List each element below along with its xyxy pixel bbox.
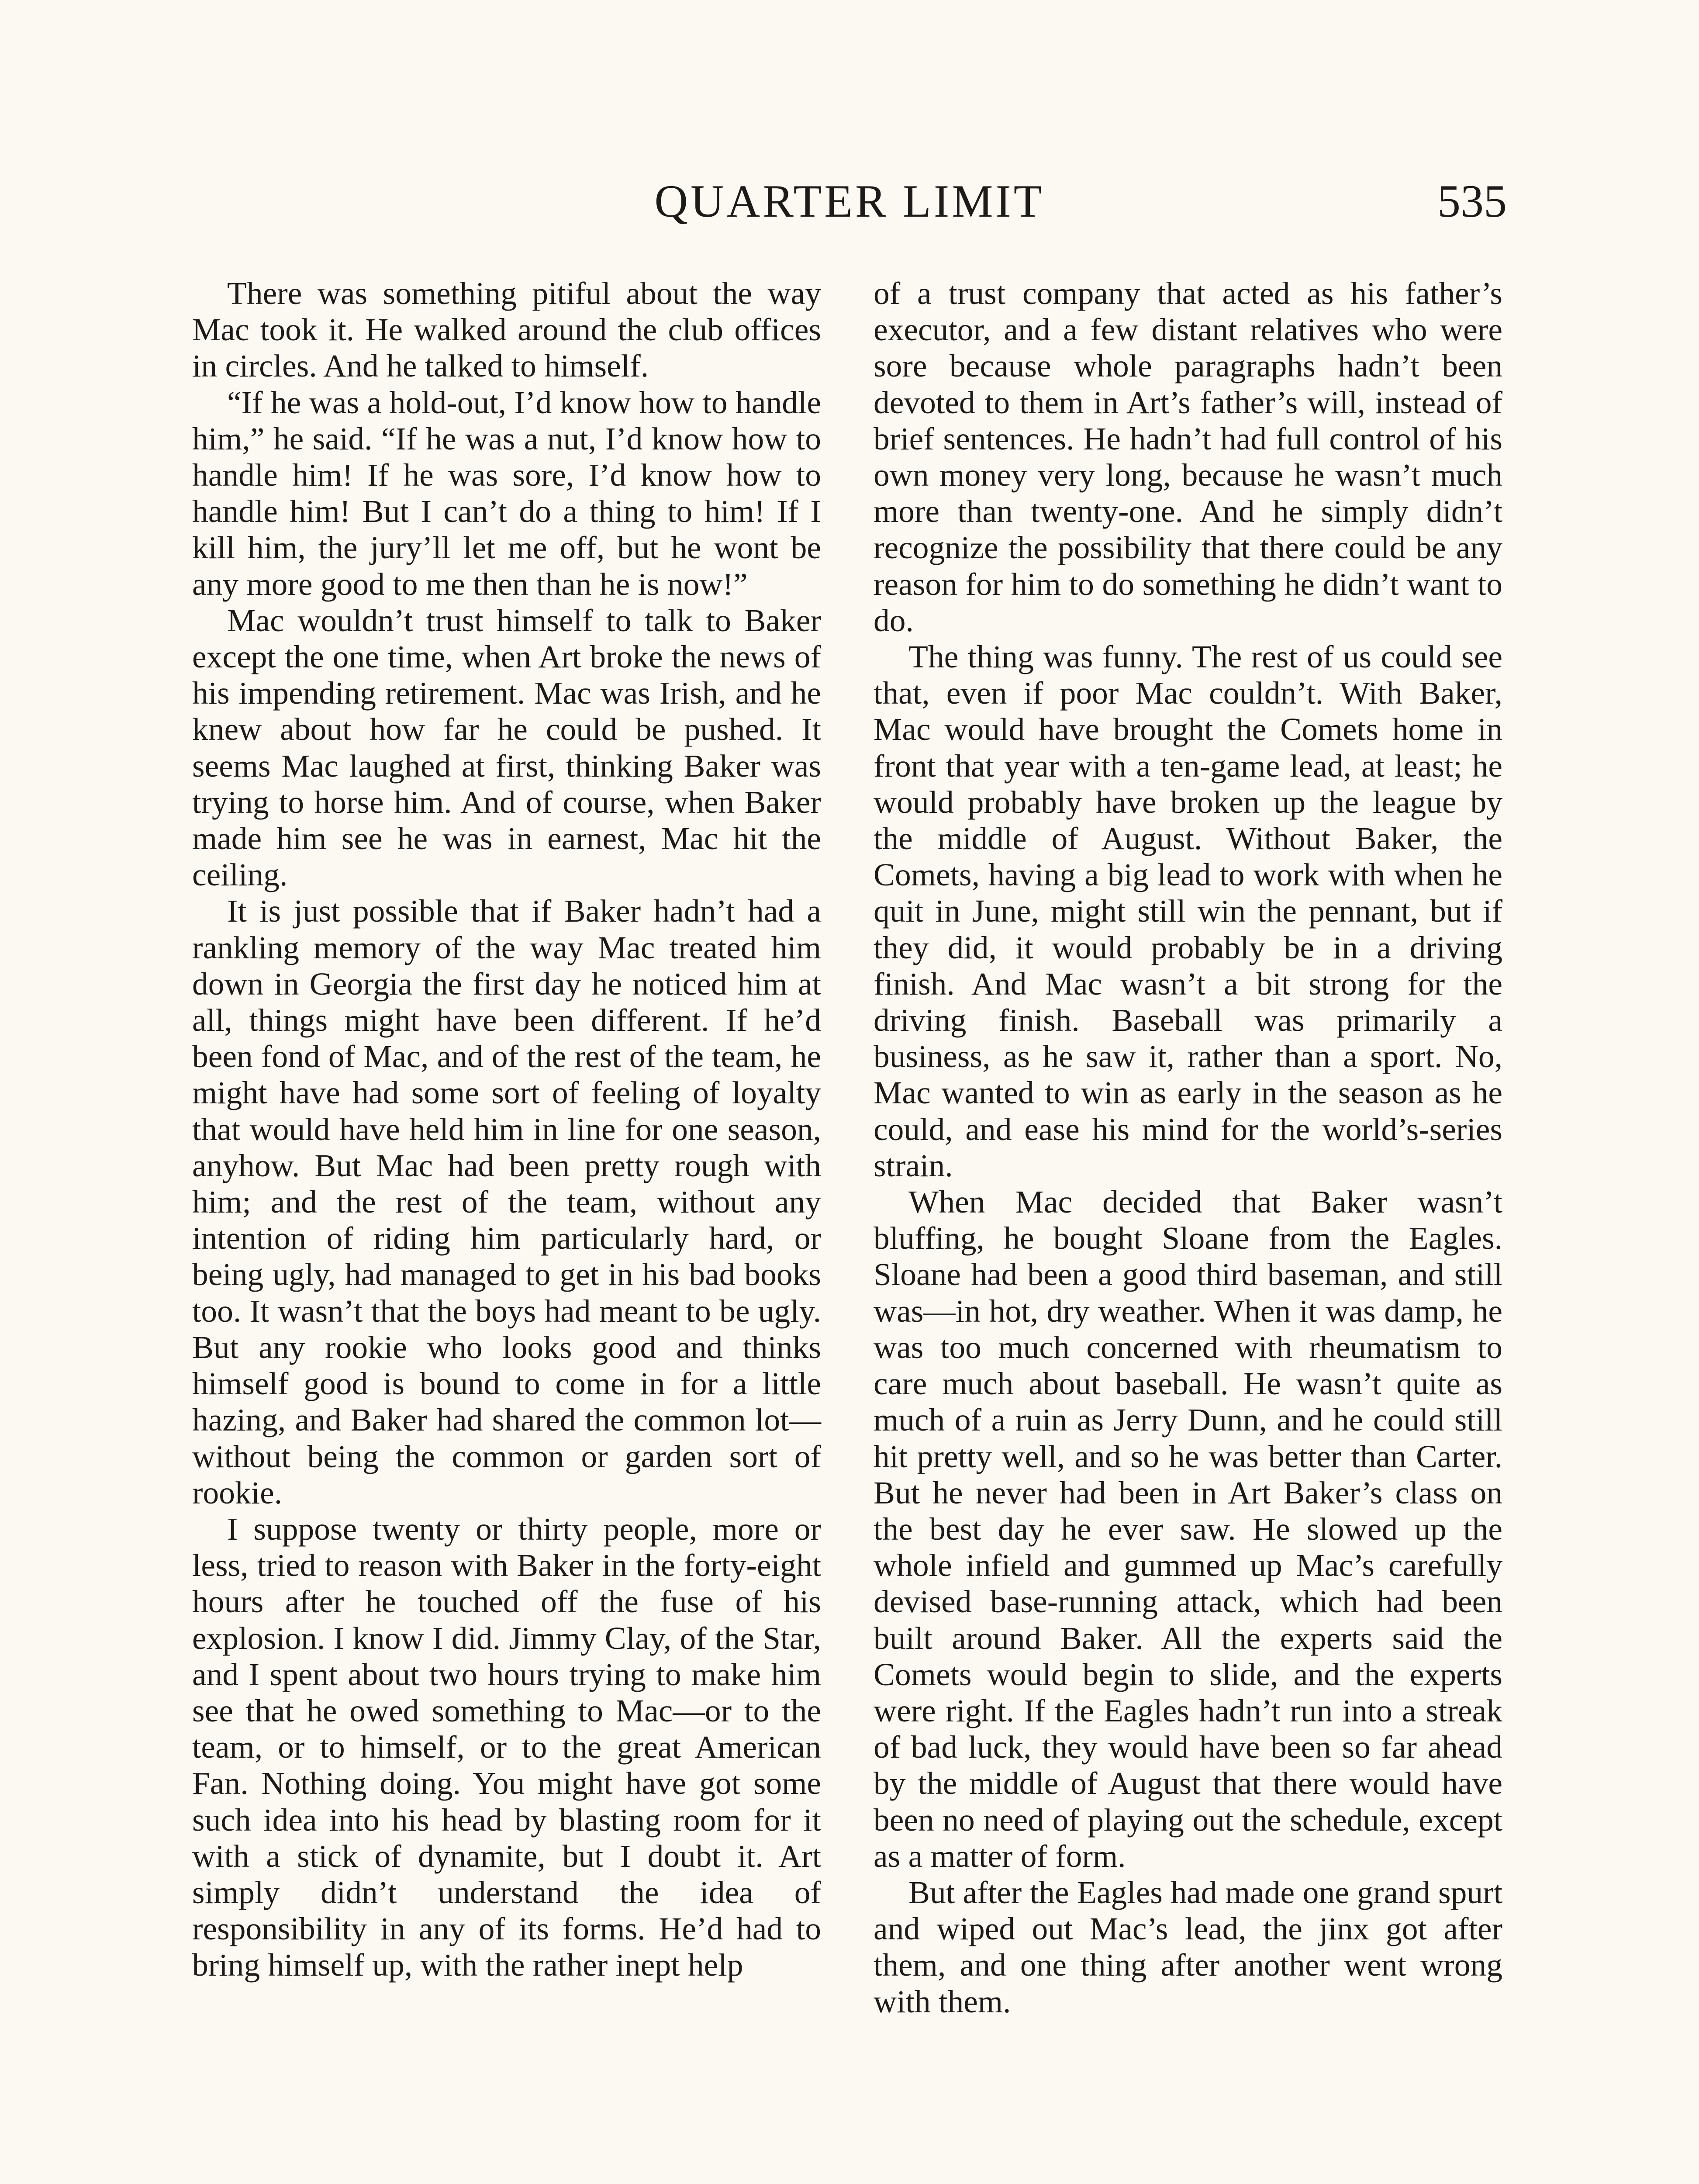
left-column (192, 275, 821, 2184)
paragraph: But after the Eagles had made one grand spurt and wiped out Mac’s lead, the jinx got after them, and one thing after another went wrong with them. (874, 1874, 1502, 2019)
paragraph: I suppose twenty or thirty people, more or less, tried to reason with Baker in the forty-eight hours after he touched off the fuse of his explosion. I know I did. Jimmy Clay, of the Star, and I spent about two hours trying to make him see that he owed something to Mac—or to the team, or to himself, or to the great American Fan. Nothing doing. You might have got some such idea into his head by blasting room for it with a stick of dynamite, but I doubt it. Art simply didn’t understand the idea of responsibility in any of its forms. He’d had to bring himself up, with the rather inept help (192, 1511, 821, 1983)
page-title: QUARTER LIMIT (654, 176, 1045, 227)
paragraph: Mac wouldn’t trust himself to talk to Baker except the one time, when Art broke the news of his impending retirement. Mac was Irish, and he knew about how far he could be pushed. It seems Mac laughed at first, thinking Baker was trying to horse him. And of course, when Baker made him see he was in earnest, Mac hit the ceiling. (192, 602, 821, 893)
paragraph: It is just possible that if Baker hadn’t had a rankling memory of the way Mac treated him down in Georgia the first day he noticed him at all, things might have been different. If he’d been fond of Mac, and of the rest of the team, he might have had some sort of feeling of loyalty that would have held him in line for one season, anyhow. But Mac had been pretty rough with him; and the rest of the team, without any intention of riding him particularly hard, or being ugly, had managed to get in his bad books too. It wasn’t that the boys had meant to be ugly. But any rookie who looks good and thinks himself good is bound to come in for a little hazing, and Baker had shared the common lot—without being the common or garden sort of rookie. (192, 893, 821, 1510)
running-header (192, 175, 1507, 232)
paragraph: There was something pitiful about the way Mac took it. He walked around the club offices in circles. And he talked to himself. (192, 276, 821, 384)
right-column (874, 275, 1502, 2184)
paragraph: When Mac decided that Baker wasn’t bluffing, he bought Sloane from the Eagles. Sloane had been a good third baseman, and still was—in hot, dry weather. When it was damp, he was too much concerned with rheumatism to care much about baseball. He wasn’t quite as much of a ruin as Jerry Dunn, and he could still hit pretty well, and so he was better than Carter. But he never had been in Art Baker’s class on the best day he ever saw. He slowed up the whole infield and gummed up Mac’s carefully devised base-running attack, which had been built around Baker. All the experts said the Comets would begin to slide, and the experts were right. If the Eagles hadn’t run into a streak of bad luck, they would have been so far ahead by the middle of August that there would have been no need of playing out the schedule, except as a matter of form. (874, 1184, 1502, 1874)
paragraph: The thing was funny. The rest of us could see that, even if poor Mac couldn’t. With Baker, Mac would have brought the Comets home in front that year with a ten-game lead, at least; he would probably have broken up the league by the middle of August. Without Baker, the Comets, having a big lead to work with when he quit in June, might still win the pennant, but if they did, it would probably be in a driving finish. And Mac wasn’t a bit strong for the driving finish. Baseball was primarily a business, as he saw it, rather than a sport. No, Mac wanted to win as early in the season as he could, and ease his mind for the world’s-series strain. (874, 639, 1502, 1183)
paragraph: of a trust company that acted as his father’s executor, and a few distant relatives who were sore because whole paragraphs hadn’t been devoted to them in Art’s father’s will, instead of brief sentences. He hadn’t had full control of his own money very long, because he wasn’t much more than twenty-one. And he simply didn’t recognize the possibility that there could be any reason for him to do something he didn’t want to do. (874, 276, 1502, 638)
page-number: 535 (1437, 176, 1507, 227)
paragraph: “If he was a hold-out, I’d know how to handle him,” he said. “If he was a nut, I’d know how to handle him! If he was sore, I’d know how to handle him! But I can’t do a thing to him! If I kill him, the jury’ll let me off, but he wont be any more good to me then than he is now!” (192, 384, 821, 602)
